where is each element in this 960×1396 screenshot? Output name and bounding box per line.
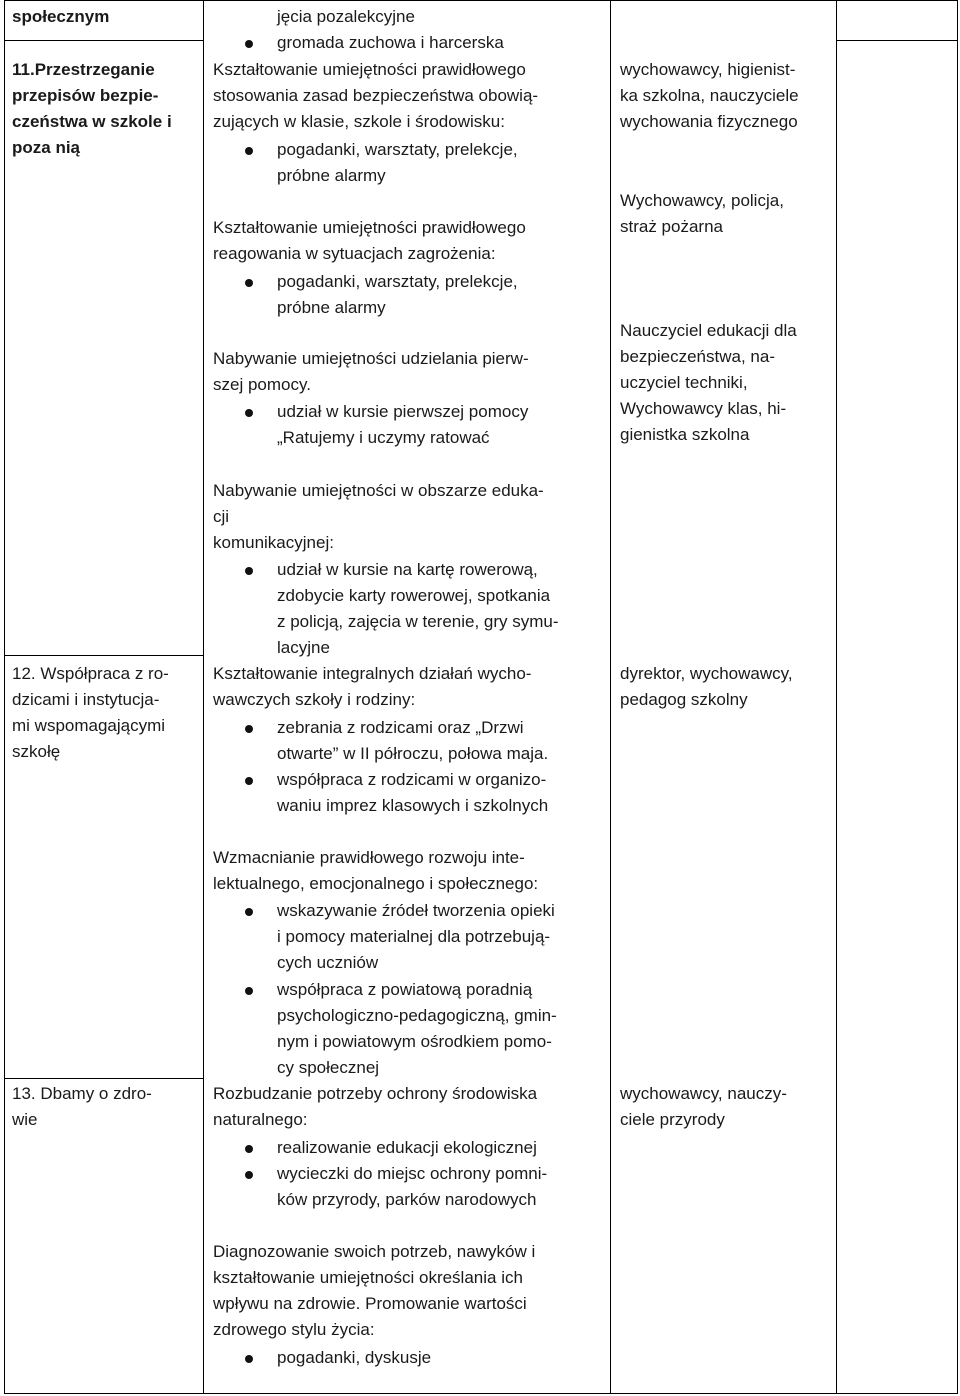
activity-line: szej pomocy. — [213, 375, 311, 394]
row-divider-row12 — [4, 655, 204, 656]
activity-line: próbne alarmy — [277, 298, 386, 317]
activity-line: pogadanki, warsztaty, prelekcje, — [277, 140, 518, 159]
responsible-line: Nauczyciel edukacji dla — [620, 321, 797, 340]
bullet-icon — [245, 567, 253, 575]
section-label-row12-line3: mi wspomagającymi — [12, 716, 166, 735]
activity-line: z policją, zajęcia w terenie, gry symu- — [277, 612, 559, 631]
table-border-bottom — [4, 1393, 958, 1394]
responsible-line: gienistka szkolna — [620, 425, 750, 444]
activity-line: Nabywanie umiejętności w obszarze eduka- — [213, 481, 544, 500]
responsible-line: wychowania fizycznego — [620, 112, 798, 131]
activity-line: i pomocy materialnej dla potrzebują- — [277, 927, 551, 946]
activity-line: Wzmacnianie prawidłowego rozwoju inte- — [213, 848, 525, 867]
activity-line: Rozbudzanie potrzeby ochrony środowiska — [213, 1084, 538, 1103]
bullet-icon — [245, 409, 253, 417]
activity-line: Kształtowanie umiejętności prawidłowego — [213, 218, 526, 237]
activity-line: naturalnego: — [213, 1110, 308, 1129]
responsible-line: Wychowawcy klas, hi- — [620, 399, 787, 418]
bullet-icon — [245, 908, 253, 916]
bullet-icon — [245, 40, 253, 48]
section-label-top: społecznym — [12, 7, 110, 26]
section-label-row13-line2: wie — [12, 1110, 38, 1129]
section-label-row13-line1: 13. Dbamy o zdro- — [12, 1084, 152, 1103]
section-label-row11-line1: 11.Przestrzeganie — [12, 60, 155, 79]
activity-line: współpraca z rodzicami w organizo- — [277, 770, 547, 789]
column-divider-left — [4, 0, 5, 1394]
responsible-line: wychowawcy, higienist- — [620, 60, 796, 79]
column-divider-2 — [610, 0, 611, 1394]
activity-line: lektualnego, emocjonalnego i społecznego: — [213, 874, 539, 893]
activity-line: zdrowego stylu życia: — [213, 1320, 375, 1339]
bullet-icon — [245, 147, 253, 155]
activity-line: udział w kursie pierwszej pomocy — [277, 402, 529, 421]
activity-line: Kształtowanie integralnych działań wycho- — [213, 664, 532, 683]
bullet-icon — [245, 1355, 253, 1363]
section-label-row12-line1: 12. Współpraca z ro- — [12, 664, 169, 683]
responsible-line: Wychowawcy, policja, — [620, 191, 784, 210]
activity-line: Kształtowanie umiejętności prawidłowego — [213, 60, 526, 79]
activity-line: psychologiczno-pedagogiczną, gmin- — [277, 1006, 557, 1025]
row-divider-col4 — [836, 40, 958, 41]
responsible-line: dyrektor, wychowawcy, — [620, 664, 793, 683]
bullet-icon — [245, 1145, 253, 1153]
bullet-icon — [245, 777, 253, 785]
responsible-line: bezpieczeństwa, na- — [620, 347, 775, 366]
responsible-line: wychowawcy, nauczy- — [620, 1084, 787, 1103]
column-divider-right — [957, 0, 958, 1394]
activity-line: zdobycie karty rowerowej, spotkania — [277, 586, 551, 605]
activity-line: otwarte” w II półroczu, połowa maja. — [277, 744, 549, 763]
activity-line: próbne alarmy — [277, 166, 386, 185]
activity-line: cji — [213, 507, 230, 526]
table-border-top — [4, 0, 958, 1]
activity-line: komunikacyjnej: — [213, 533, 334, 552]
row-divider-top-label — [4, 40, 204, 41]
section-label-row11-line2: przepisów bezpie- — [12, 86, 159, 105]
activity-line: lacyjne — [277, 638, 330, 657]
activity-line: waniu imprez klasowych i szkolnych — [277, 796, 549, 815]
section-label-row12-line4: szkołę — [12, 742, 61, 761]
activity-line: wskazywanie źródeł tworzenia opieki — [277, 901, 555, 920]
activity-line: jęcia pozalekcyjne — [277, 7, 415, 26]
responsible-line: ciele przyrody — [620, 1110, 725, 1129]
activity-line: cych uczniów — [277, 953, 379, 972]
activity-line: ków przyrody, parków narodowych — [277, 1190, 537, 1209]
section-label-row11-line4: poza nią — [12, 138, 81, 157]
section-label-row12-line2: dzicami i instytucja- — [12, 690, 160, 709]
row-divider-row13 — [4, 1078, 204, 1079]
activity-line: udział w kursie na kartę rowerową, — [277, 560, 538, 579]
activity-line: stosowania zasad bezpieczeństwa obowią- — [213, 86, 539, 105]
activity-line: wycieczki do miejsc ochrony pomni- — [277, 1164, 548, 1183]
activity-line: wawczych szkoły i rodziny: — [213, 690, 416, 709]
activity-line: Nabywanie umiejętności udzielania pierw- — [213, 349, 529, 368]
activity-line: reagowania w sytuacjach zagrożenia: — [213, 244, 496, 263]
section-label-row11-line3: czeństwa w szkole i — [12, 112, 172, 131]
activity-line: cy społecznej — [277, 1058, 380, 1077]
column-divider-3 — [836, 0, 837, 1394]
responsible-line: ka szkolna, nauczyciele — [620, 86, 799, 105]
activity-line: zebrania z rodzicami oraz „Drzwi — [277, 718, 524, 737]
activity-line: wpływu na zdrowie. Promowanie wartości — [213, 1294, 527, 1313]
activity-line: nym i powiatowym ośrodkiem pomo- — [277, 1032, 552, 1051]
column-divider-1 — [203, 0, 204, 1394]
activity-line: zujących w klasie, szkole i środowisku: — [213, 112, 505, 131]
bullet-icon — [245, 279, 253, 287]
bullet-icon — [245, 1171, 253, 1179]
activity-line: pogadanki, dyskusje — [277, 1348, 432, 1367]
responsible-line: straż pożarna — [620, 217, 723, 236]
activity-line: realizowanie edukacji ekologicznej — [277, 1138, 537, 1157]
activity-line: „Ratujemy i uczymy ratować — [277, 428, 490, 447]
responsible-line: uczyciel techniki, — [620, 373, 748, 392]
activity-line: współpraca z powiatową poradnią — [277, 980, 533, 999]
bullet-icon — [245, 725, 253, 733]
activity-line: pogadanki, warsztaty, prelekcje, — [277, 272, 518, 291]
activity-line: kształtowanie umiejętności określania ich — [213, 1268, 523, 1287]
activity-line: gromada zuchowa i harcerska — [277, 33, 504, 52]
bullet-icon — [245, 987, 253, 995]
activity-line: Diagnozowanie swoich potrzeb, nawyków i — [213, 1242, 536, 1261]
responsible-line: pedagog szkolny — [620, 690, 748, 709]
